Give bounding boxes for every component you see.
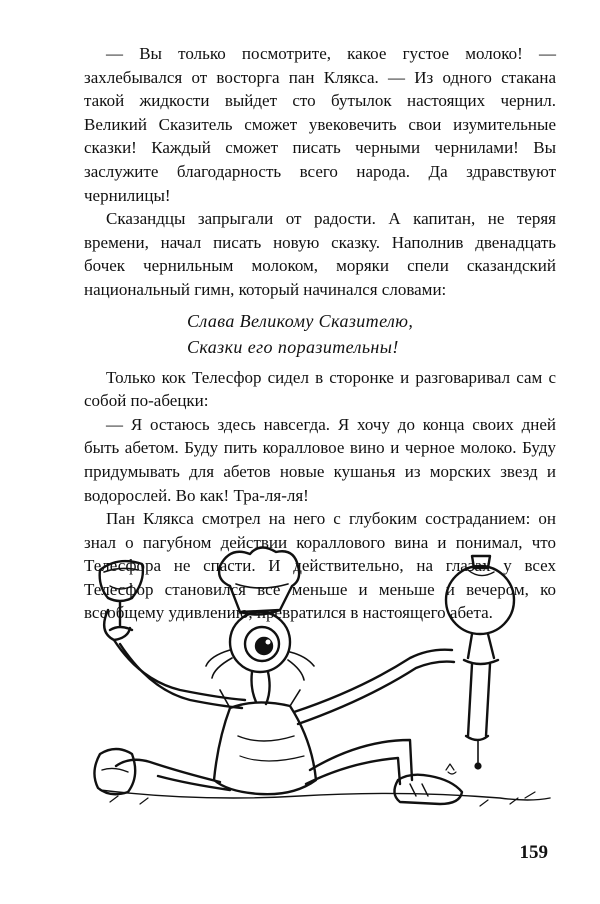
poem-line-1: Слава Великому Сказителю,	[187, 310, 414, 331]
paragraph-5: Пан Клякса смотрел на него с глубоким состраданием: он знал о пагубном действии кораллового вина и понимал, что Телесфора не спасти. И действительно, на глазах у всех Телесфор становился все меньше и меньше и вечером, ко всеобщему удивлению, превратился в настоящего абета.	[84, 509, 556, 623]
paragraph-2: Сказандцы запрыгали от радости. А капитан, не теряя времени, начал писать новую сказку. Наполнив двенадцать бочек чернильным молоком, моряки спели сказандский национальный гимн, который начинался словами:	[84, 209, 556, 299]
poem-line-2: Сказки его поразительны!	[187, 336, 399, 357]
paragraph-3: Только кок Телесфор сидел в сторонке и разговаривал сам с собой по-абецки:	[84, 367, 556, 411]
abet-creature-illustration	[80, 540, 560, 840]
paragraph-1: — Вы только посмотрите, какое густое молоко! — захлебывался от восторга пан Клякса. — Из одного стакана такой жидкости выйдет сто бутылок настоящих чернил. Великий Сказитель сможет увековечить свои изумительные сказки! Каждый сможет писать черными чернилами! Вы заслужите благодарность всего народа. Да здравствуют чернилицы!	[84, 44, 556, 205]
body-text	[84, 42, 556, 625]
poem	[84, 308, 556, 360]
paragraph-4: — Я остаюсь здесь навсегда. Я хочу до конца своих дней быть абетом. Буду пить коралловое вино и черное молоко. Буду придумывать для абетов новые кушанья из морских звезд и водорослей. Во как! Тра-ля-ля!	[84, 414, 556, 505]
page-number: 159	[519, 842, 548, 863]
